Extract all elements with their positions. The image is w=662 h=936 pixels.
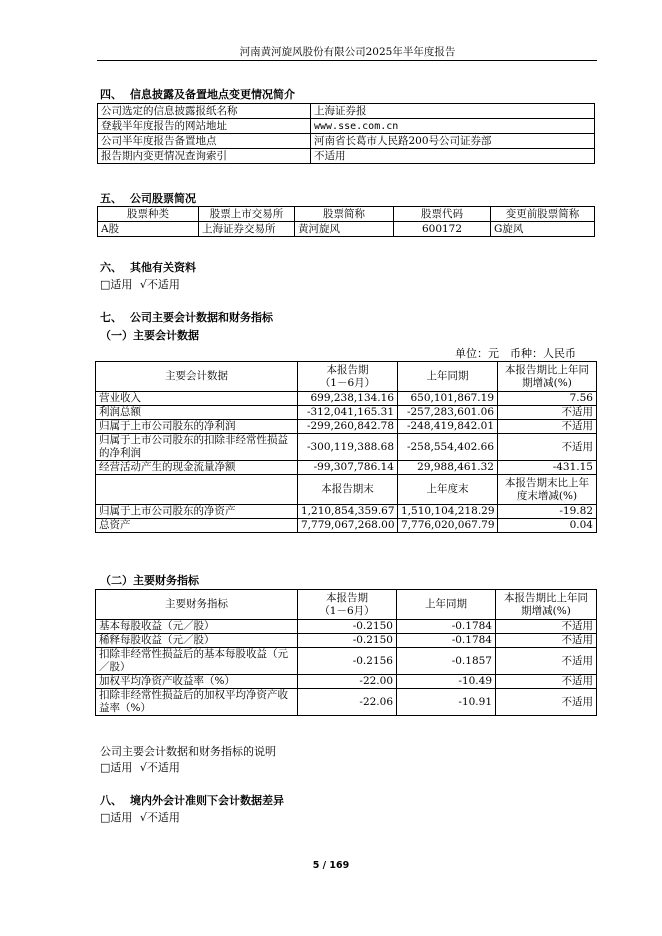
table-cell: 公司半年度报告备置地点	[98, 134, 311, 149]
table-cell: 600172	[394, 222, 491, 237]
table-cell: 不适用	[498, 434, 597, 461]
table-row	[98, 222, 595, 237]
table-row	[96, 634, 597, 648]
table-cell: 基本每股收益（元／股）	[96, 620, 298, 634]
table-cell: -312,041,165.31	[298, 406, 398, 420]
table-row	[96, 392, 597, 406]
table-row	[98, 149, 595, 164]
table-cell: 不适用	[498, 420, 597, 434]
table-cell: 上海证券交易所	[199, 222, 295, 237]
column-header: 本报告期末比上年度末增减(%)	[498, 475, 597, 505]
table-cell: -300,119,388.68	[298, 434, 398, 461]
table-cell: 0.04	[498, 519, 597, 533]
column-header: 股票代码	[394, 207, 491, 222]
table-cell: 归属于上市公司股东的净利润	[96, 420, 298, 434]
table-cell: 不适用	[496, 634, 597, 648]
section-4-title: 信息披露及备置地点变更情况简介	[130, 88, 295, 101]
subsection-2-heading: （二）主要财务指标	[100, 574, 199, 587]
table-cell: 不适用	[496, 648, 597, 675]
option-not-applicable: √不适用	[139, 761, 180, 774]
section-7-title: 公司主要会计数据和财务指标	[130, 311, 273, 324]
table-cell: -257,283,601.06	[398, 406, 498, 420]
table-row	[98, 119, 595, 134]
table-cell: 利润总额	[96, 406, 298, 420]
table-cell: 699,238,134.16	[298, 392, 398, 406]
table-header-row	[96, 362, 597, 392]
stock-table	[97, 206, 595, 237]
column-header: 股票上市交易所	[199, 207, 295, 222]
table-cell: 不适用	[311, 149, 595, 164]
table-cell: -19.82	[498, 505, 597, 519]
option-applicable: □适用	[100, 811, 133, 824]
column-header: 主要财务指标	[96, 590, 298, 620]
table-cell: -299,260,842.78	[298, 420, 398, 434]
column-header: 上年度末	[398, 475, 498, 505]
table-cell: 报告期内变更情况查询索引	[98, 149, 311, 164]
table-cell: -0.1857	[397, 648, 496, 675]
option-not-applicable: √不适用	[139, 278, 180, 291]
table-cell: www.sse.com.cn	[311, 119, 595, 134]
table-row	[96, 648, 597, 675]
column-header: 上年同期	[397, 590, 496, 620]
table-row	[98, 104, 595, 119]
column-header: 本报告期 （1－6月）	[298, 590, 397, 620]
table-cell: 650,101,867.19	[398, 392, 498, 406]
accounting-data-table	[95, 361, 597, 533]
table-cell: 扣除非经常性损益后的加权平均净资产收益率（%）	[96, 689, 298, 716]
table-cell: 总资产	[96, 519, 298, 533]
table-cell: 不适用	[498, 406, 597, 420]
table-cell: -22.06	[298, 689, 397, 716]
table-cell: -0.2156	[298, 648, 397, 675]
section-8-options	[100, 809, 184, 825]
table-cell: -0.2150	[298, 620, 397, 634]
table-row	[96, 620, 597, 634]
indicators-note: 公司主要会计数据和财务指标的说明	[100, 745, 276, 758]
table-cell: 7,776,020,067.79	[398, 519, 498, 533]
option-not-applicable: √不适用	[139, 811, 180, 824]
table-cell: -258,554,402.66	[398, 434, 498, 461]
table-cell: -431.15	[498, 461, 597, 475]
column-header: 本报告期比上年同期增减(%)	[496, 590, 597, 620]
table-header-row	[98, 207, 595, 222]
section-6-number: 六、	[100, 261, 122, 274]
table-row	[96, 675, 597, 689]
table-row	[96, 461, 597, 475]
table-cell: G旋风	[491, 222, 595, 237]
table-cell: -10.91	[397, 689, 496, 716]
table-cell: 归属于上市公司股东的净资产	[96, 505, 298, 519]
section-5-number: 五、	[100, 192, 122, 205]
table-cell: 29,988,461.32	[398, 461, 498, 475]
column-header	[96, 475, 298, 505]
section-8-heading	[100, 792, 284, 808]
table-row	[98, 134, 595, 149]
disclosure-table	[97, 103, 595, 164]
table-cell: 黄河旋风	[295, 222, 394, 237]
table-row	[96, 420, 597, 434]
table-cell: 不适用	[496, 675, 597, 689]
table-header-row	[96, 590, 597, 620]
section-8-number: 八、	[100, 794, 122, 807]
section-6-title: 其他有关资料	[130, 261, 196, 274]
table-cell: 7.56	[498, 392, 597, 406]
table-row	[96, 434, 597, 461]
column-header: 本报告期末	[298, 475, 398, 505]
table-row	[96, 689, 597, 716]
column-header: 上年同期	[398, 362, 498, 392]
table-cell: 经营活动产生的现金流量净额	[96, 461, 298, 475]
table-header-row	[96, 475, 597, 505]
table-cell: -22.00	[298, 675, 397, 689]
table-cell: 7,779,067,268.00	[298, 519, 398, 533]
table-cell: 扣除非经常性损益后的基本每股收益（元／股）	[96, 648, 298, 675]
table-cell: 1,210,854,359.67	[298, 505, 398, 519]
table-cell: 加权平均净资产收益率（%）	[96, 675, 298, 689]
section-6-options	[100, 276, 184, 292]
table-cell: 上海证券报	[311, 104, 595, 119]
column-header: 股票种类	[98, 207, 199, 222]
column-header: 本报告期比上年同期增减(%)	[498, 362, 597, 392]
column-header: 变更前股票简称	[491, 207, 595, 222]
page-header: 河南黄河旋风股份有限公司2025年半年度报告	[239, 46, 456, 58]
column-header: 主要会计数据	[96, 362, 298, 392]
table-row	[96, 505, 597, 519]
page-number: 5 / 169	[312, 860, 350, 871]
unit-label: 单位：元 币种：人民币	[455, 347, 576, 360]
section-4-heading	[100, 86, 295, 102]
subsection-1-heading: （一）主要会计数据	[100, 329, 199, 342]
section-7-number: 七、	[100, 311, 122, 324]
table-cell: -10.49	[397, 675, 496, 689]
table-cell: 稀释每股收益（元／股）	[96, 634, 298, 648]
table-cell: A股	[98, 222, 199, 237]
section-8-title: 境内外会计准则下会计数据差异	[130, 794, 284, 807]
section-5-title: 公司股票简况	[130, 192, 196, 205]
section-7-heading	[100, 309, 273, 325]
section-6-heading	[100, 259, 196, 275]
table-cell: 登载半年度报告的网站地址	[98, 119, 311, 134]
table-cell: 归属于上市公司股东的扣除非经常性损益的净利润	[96, 434, 298, 461]
option-applicable: □适用	[100, 278, 133, 291]
column-header: 股票简称	[295, 207, 394, 222]
table-row	[96, 519, 597, 533]
table-cell: 河南省长葛市人民路200号公司证券部	[311, 134, 595, 149]
section-5-heading	[100, 190, 196, 206]
financial-indicators-table	[95, 589, 597, 716]
section-7-options	[100, 759, 184, 775]
section-4-number: 四、	[100, 88, 122, 101]
table-row	[96, 406, 597, 420]
table-cell: -0.1784	[397, 634, 496, 648]
table-cell: 不适用	[496, 620, 597, 634]
table-cell: 1,510,104,218.29	[398, 505, 498, 519]
table-cell: -248,419,842.01	[398, 420, 498, 434]
table-cell: -99,307,786.14	[298, 461, 398, 475]
table-cell: -0.1784	[397, 620, 496, 634]
table-cell: 公司选定的信息披露报纸名称	[98, 104, 311, 119]
header-rule	[97, 60, 597, 61]
table-cell: 不适用	[496, 689, 597, 716]
table-cell: 营业收入	[96, 392, 298, 406]
column-header: 本报告期 （1－6月）	[298, 362, 398, 392]
table-cell: -0.2150	[298, 634, 397, 648]
option-applicable: □适用	[100, 761, 133, 774]
